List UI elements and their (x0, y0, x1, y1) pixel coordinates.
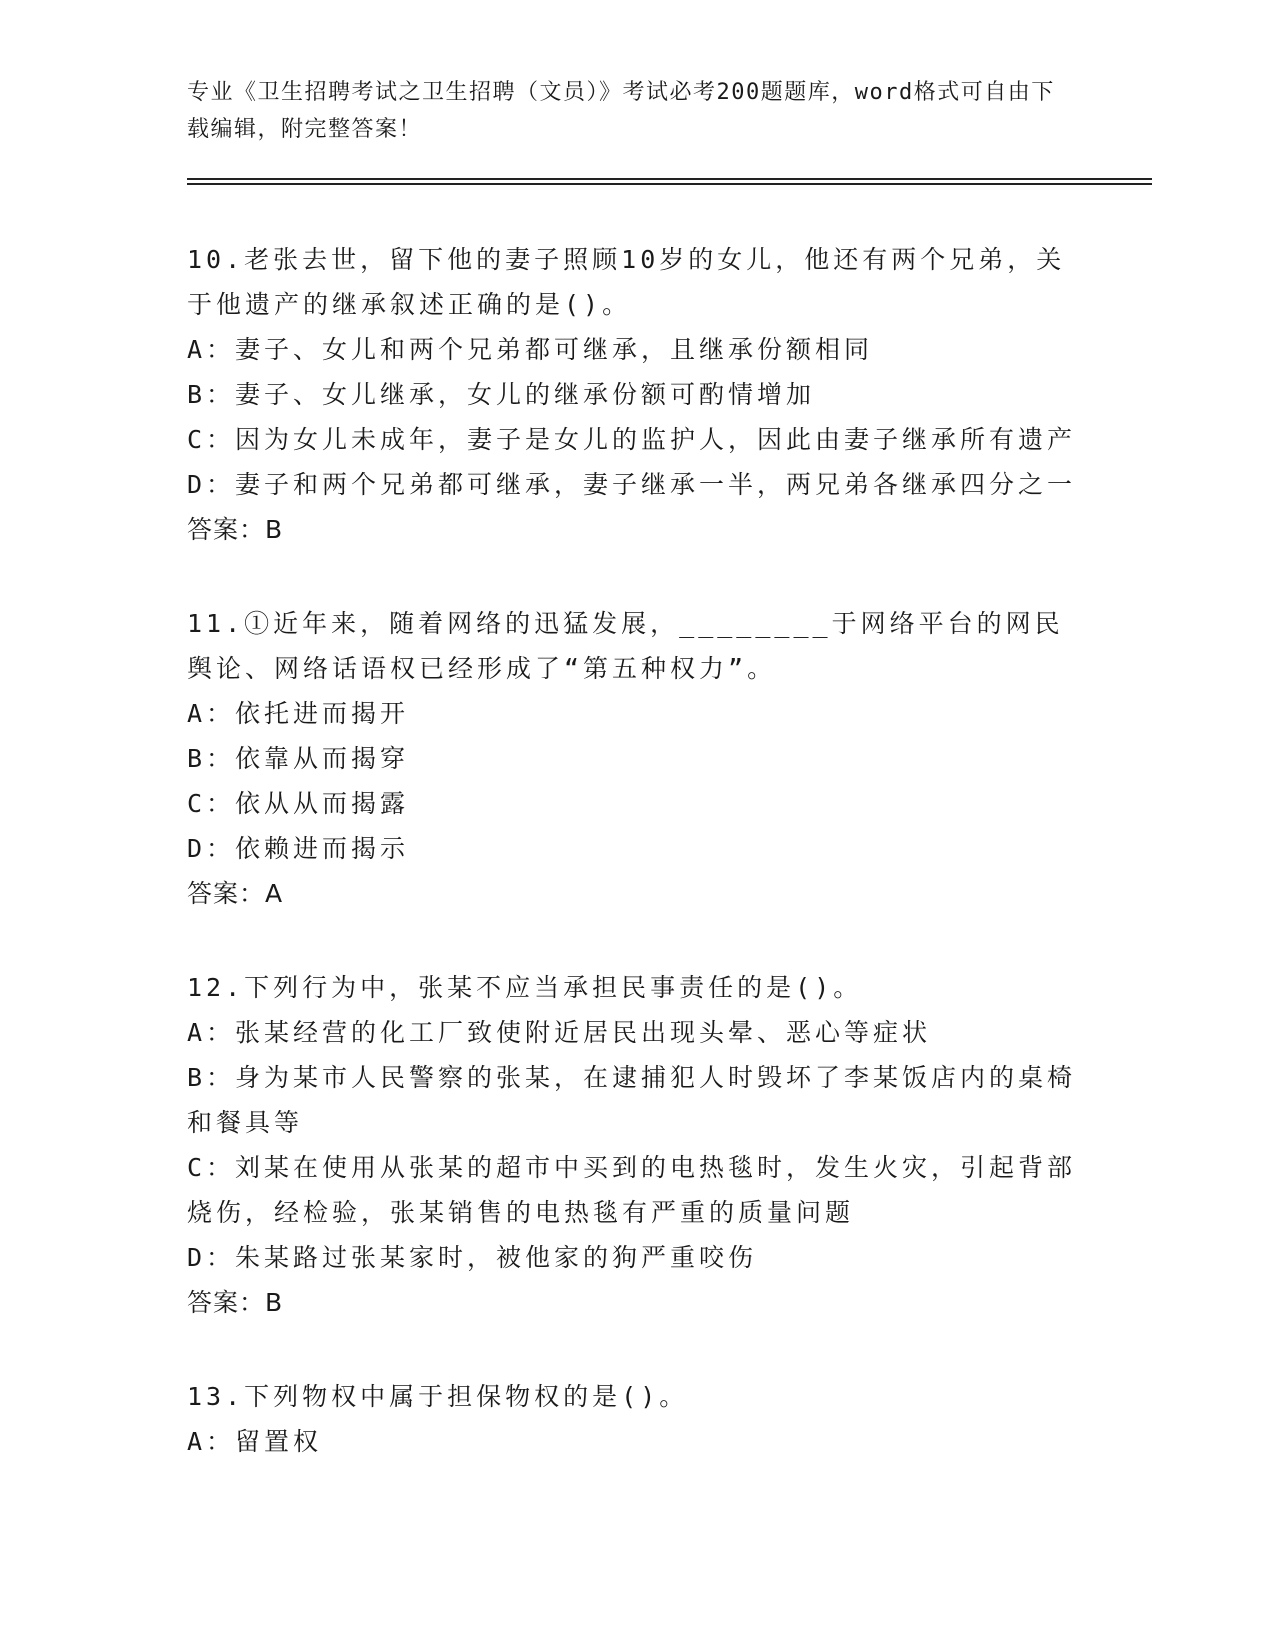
question-stem: 11.①近年来，随着网络的迅猛发展，________于网络平台的网民舆论、网络话语权已经形成了“第五种权力”。 (187, 609, 1064, 683)
document-header: 专业《卫生招聘考试之卫生招聘（文员）》考试必考200题题库，word格式可自由下载编辑，附完整答案！ (187, 80, 1055, 142)
question-stem: 12.下列行为中，张某不应当承担民事责任的是()。 (187, 973, 863, 1002)
question-12 (187, 965, 1077, 1325)
header-divider-line (187, 178, 1152, 180)
option-a: A：依托进而揭开 (187, 699, 410, 728)
option-d: D：妻子和两个兄弟都可继承，妻子继承一半，两兄弟各继承四分之一 (187, 470, 1077, 499)
question-11 (187, 601, 1077, 916)
answer: 答案：A (187, 879, 284, 908)
option-d: D：依赖进而揭示 (187, 834, 410, 863)
option-c: C：依从从而揭露 (187, 789, 410, 818)
option-a: A：张某经营的化工厂致使附近居民出现头晕、恶心等症状 (187, 1018, 932, 1047)
question-list (187, 237, 1077, 1513)
option-b: B：依靠从而揭穿 (187, 744, 410, 773)
header-divider-line-double (187, 183, 1152, 185)
answer: 答案：B (187, 1288, 284, 1317)
option-c: C：刘某在使用从张某的超市中买到的电热毯时，发生火灾，引起背部烧伤，经检验，张某销售的电热毯有严重的质量问题 (187, 1153, 1077, 1227)
question-stem: 13.下列物权中属于担保物权的是()。 (187, 1382, 689, 1411)
question-stem: 10.老张去世，留下他的妻子照顾10岁的女儿，他还有两个兄弟，关于他遗产的继承叙述正确的是()。 (187, 245, 1066, 319)
question-13 (187, 1374, 1077, 1464)
answer: 答案：B (187, 515, 284, 544)
option-a: A：留置权 (187, 1427, 323, 1456)
option-b: B：妻子、女儿继承，女儿的继承份额可酌情增加 (187, 380, 816, 409)
option-c: C：因为女儿未成年，妻子是女儿的监护人，因此由妻子继承所有遗产 (187, 425, 1077, 454)
option-b: B：身为某市人民警察的张某，在逮捕犯人时毁坏了李某饭店内的桌椅和餐具等 (187, 1063, 1077, 1137)
option-a: A：妻子、女儿和两个兄弟都可继承，且继承份额相同 (187, 335, 874, 364)
option-d: D：朱某路过张某家时，被他家的狗严重咬伤 (187, 1243, 758, 1272)
question-10 (187, 237, 1077, 552)
